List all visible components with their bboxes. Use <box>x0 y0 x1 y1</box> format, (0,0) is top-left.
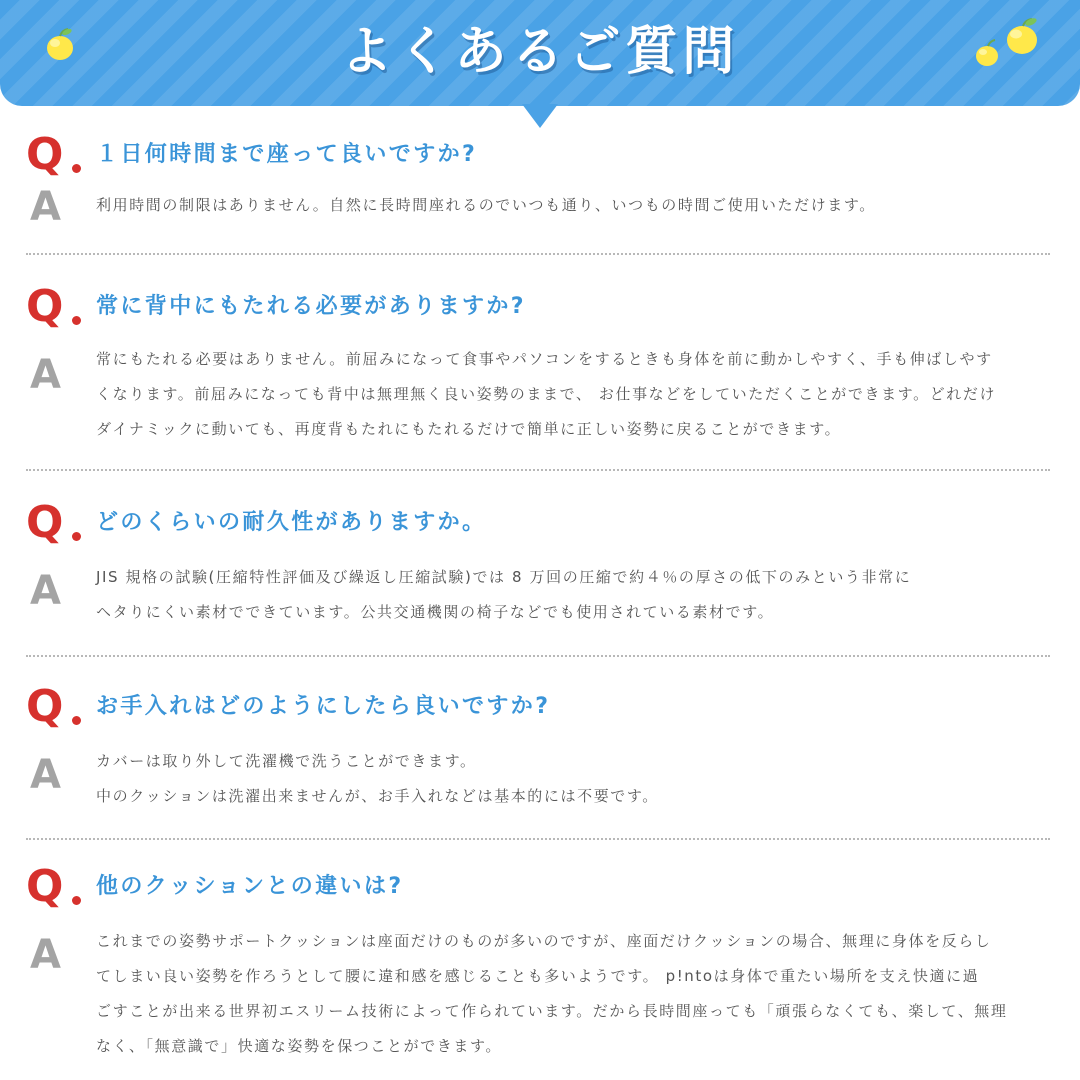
a-mark: A <box>30 752 61 798</box>
q-mark: Q <box>26 861 64 912</box>
answer-line: ダイナミックに動いても、再度背もたれにもたれるだけで簡単に正しい姿勢に戻ることができます。 <box>96 420 842 438</box>
question-text: 常に背中にもたれる必要がありますか? <box>96 294 526 319</box>
answer-line: 利用時間の制限はありません。自然に長時間座れるのでいつも通り、いつもの時間ご使用いただけます。 <box>96 196 876 214</box>
answer-line: くなります。前屈みになっても背中は無理無く良い姿勢のままで、 お仕事などをしていただくことができます。どれだけ <box>96 385 997 403</box>
question-text: お手入れはどのようにしたら良いですか? <box>96 694 551 719</box>
a-mark: A <box>30 184 61 230</box>
q-dot <box>72 896 81 905</box>
separator <box>26 655 1050 657</box>
answer-line: これまでの姿勢サポートクッションは座面だけのものが多いのですが、座面だけクッションの場合、無理に身体を反らし <box>96 932 992 950</box>
answer-line: 中のクッションは洗濯出来ませんが、お手入れなどは基本的には不要です。 <box>96 787 659 805</box>
q-mark: Q <box>26 129 64 180</box>
q-mark: Q <box>26 281 64 332</box>
answer-line: 常にもたれる必要はありません。前屈みになって食事やパソコンをするときも身体を前に動かしやすく、手も伸ばしやす <box>96 350 993 368</box>
answer-text <box>96 744 1058 814</box>
answer-line: てしまい良い姿勢を作ろうとして腰に違和感を感じることも多いようです。 p!ntoは身体で重たい場所を支え快適に過 <box>96 967 980 985</box>
separator <box>26 838 1050 840</box>
q-dot <box>72 164 81 173</box>
a-mark: A <box>30 932 61 978</box>
q-dot <box>72 532 81 541</box>
answer-line: JIS 規格の試験(圧縮特性評価及び繰返し圧縮試験)では 8 万回の圧縮で約４％の厚さの低下のみという非常に <box>96 568 912 586</box>
page-title: よくあるご質問 <box>340 22 740 82</box>
separator <box>26 253 1050 255</box>
answer-text <box>96 924 1058 1064</box>
a-mark: A <box>30 568 61 614</box>
answer-line: カバーは取り外して洗濯機で洗うことができます。 <box>96 752 477 770</box>
question-text: １日何時間まで座って良いですか? <box>96 142 478 167</box>
answer-text <box>96 342 1058 447</box>
q-dot <box>72 316 81 325</box>
answer-line: なく、「無意識で」快適な姿勢を保つことができます。 <box>96 1037 503 1055</box>
separator <box>26 469 1050 471</box>
header-pointer <box>522 104 558 128</box>
q-mark: Q <box>26 497 64 548</box>
q-mark: Q <box>26 681 64 732</box>
answer-line: ごすことが出来る世界初エスリーム技術によって作られています。だから長時間座っても「頑張らなくても、楽して、無理 <box>96 1002 1008 1020</box>
a-mark: A <box>30 352 61 398</box>
question-text: どのくらいの耐久性がありますか。 <box>96 510 487 535</box>
question-text: 他のクッションとの違いは? <box>96 874 404 899</box>
faq-header <box>0 0 1080 106</box>
q-dot <box>72 716 81 725</box>
answer-text <box>96 188 1058 223</box>
answer-text <box>96 560 1058 630</box>
answer-line: ヘタりにくい素材でできています。公共交通機関の椅子などでも使用されている素材です。 <box>96 603 775 621</box>
